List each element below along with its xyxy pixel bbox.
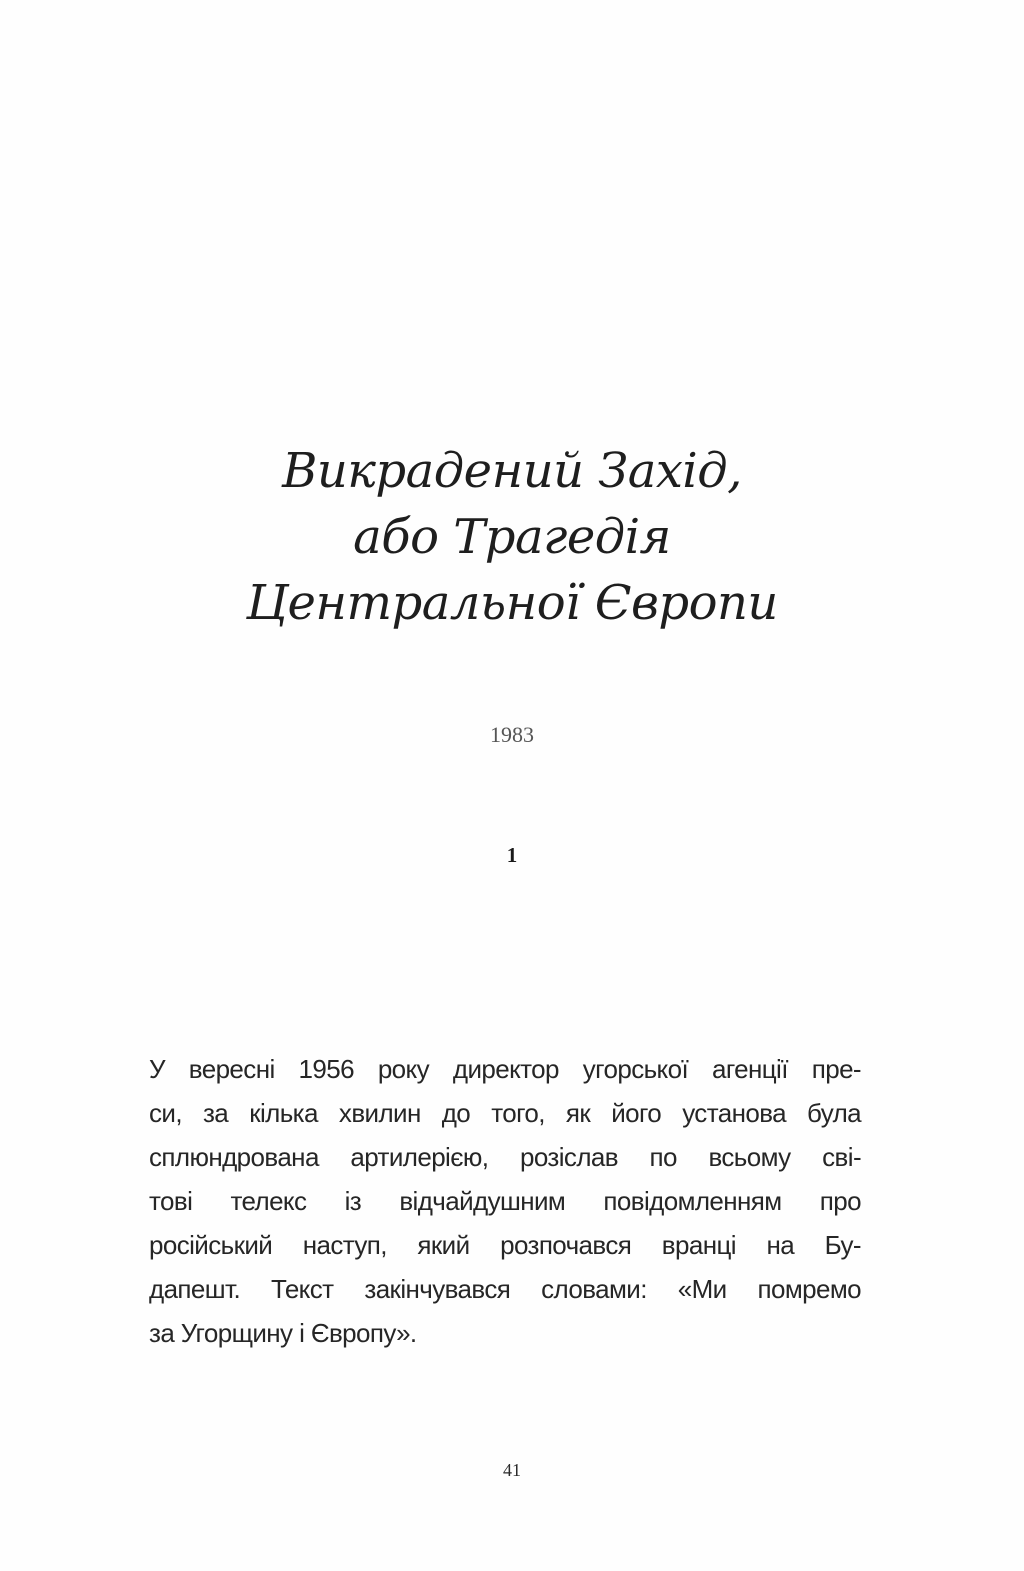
essay-title — [0, 438, 1024, 636]
page-number: 41 — [503, 1460, 521, 1480]
paragraph-line: російський наступ, який розпочався вранці на Бу- — [149, 1230, 861, 1260]
paragraph-line: сплюндрована артилерією, розіслав по всьому сві- — [149, 1142, 861, 1172]
section-number: 1 — [506, 843, 518, 867]
paragraph-line: си, за кілька хвилин до того, як його установа була — [149, 1098, 861, 1128]
title-line: або Трагедія — [353, 509, 671, 565]
title-line: Центральної Європи — [246, 575, 778, 631]
body-paragraph — [149, 1047, 861, 1355]
title-line: Викрадений Захід, — [282, 443, 742, 499]
paragraph-line: дапешт. Текст закінчувався словами: «Ми помремо — [149, 1274, 861, 1304]
paragraph-line: У вересні 1956 року директор угорської агенції пре- — [149, 1054, 861, 1084]
paragraph-line: тові телекс із відчайдушним повідомленням про — [149, 1186, 861, 1216]
essay-year: 1983 — [490, 722, 534, 747]
paragraph-line: за Угорщину і Європу». — [149, 1318, 417, 1348]
